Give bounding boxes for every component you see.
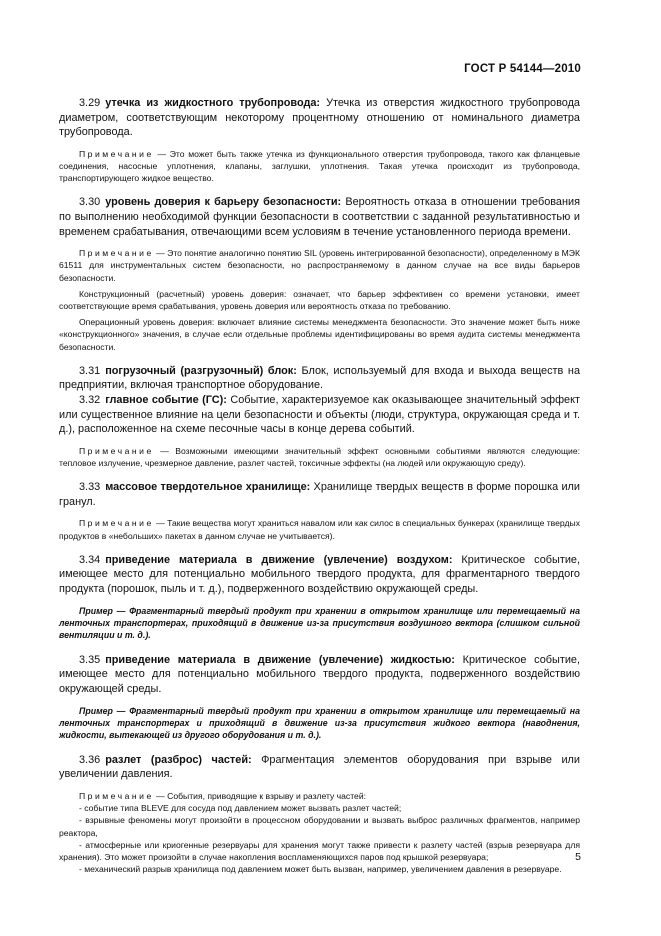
- entry-number: 3.34: [79, 553, 101, 566]
- term-title: массовое твердотельное хранилище:: [105, 481, 311, 494]
- note-label: Примечание: [79, 445, 154, 456]
- term-definition: Критическое событие, имеющее место для потенциально мобильного твердого продукта, для фрагментарного твердого продукта (порошок, пыль и т. д.), подверженного воздействию окружающей среды.: [59, 553, 580, 595]
- note-text: Такие вещества могут храниться навалом или как силос в специальных бункерах (хранилище твердых продуктов в «небольших» пакетах в данном случае не учитывается).: [59, 518, 580, 541]
- example-text: Фрагментарный твердый продукт при хранении в открытом хранилище или перемещаемый на ленточных транспортерах, приходящий в движение из-за присутствия воздушного вектора (слишком сильной вентиляции и т. д.).: [59, 605, 581, 641]
- term-definition: Вероятность отказа в отношении требования по выполнению необходимой функции безопасности в соответствии с заданной результативностью и временем срабатывания, отвечающими всем условиям в течение установленного периода времени.: [59, 196, 580, 238]
- entry-number: 3.33: [79, 481, 101, 494]
- note-label: Примечание: [79, 518, 154, 529]
- note-label: Примечание: [79, 248, 154, 259]
- note-list-item: - механический разрыв хранилища под давлением может быть вызван, например, увеличением давления в резервуаре.: [79, 864, 562, 875]
- term-definition: Фрагментация элементов оборудования при взрыве или увеличении давления.: [59, 753, 580, 781]
- term-entry-3-29: [59, 96, 580, 140]
- note-text: Это может быть также утечка из функционального отверстия трубопровода, такого как фланцевые соединения, насосные уплотнения, клапаны, заглушки, уплотнения. Такая утечка происходит из трубопровода, транспортирующего жидкое вещество.: [59, 148, 580, 184]
- example-label: Пример: [79, 705, 113, 716]
- term-entry-3-35: [59, 653, 580, 697]
- page-content: [59, 96, 580, 875]
- example-3-34: Пример — Фрагментарный твердый продукт при хранении в открытом хранилище или перемещаемый на ленточных транспортерах, приходящий в движение из-за присутствия воздушного вектора (слишком сильной вентиляции и т. д.).: [59, 605, 581, 641]
- term-title: погрузочный (разгрузочный) блок:: [105, 364, 297, 377]
- entry-number: 3.36: [79, 753, 101, 766]
- document-header: ГОСТ Р 54144—2010: [464, 63, 581, 75]
- term-title: утечка из жидкостного трубопровода:: [105, 97, 321, 109]
- note-list-item: - атмосферные или криогенные резервуары для хранения могут также привести к разлету частей (взрыв резервуара для хранения). Это может произойти в случае накопления воспламеняющихся паров под крышкой резервуара;: [59, 839, 580, 862]
- term-definition: Событие, характеризуемое как оказывающее значительный эффект или существенное влияние на цели безопасности и объекты (люди, структура, окружающая среда и т. д.), расположенное на схеме песочные часы в конце дерева событий.: [59, 393, 580, 436]
- note-list-item: - событие типа BLEVE для сосуда под давлением может вызвать разлет частей;: [79, 803, 402, 814]
- term-entry-3-34: [59, 553, 580, 597]
- term-definition: Критическое событие, имеющее место для потенциально мобильного твердого продукта, подверженного воздействию окружающей среды.: [59, 653, 580, 695]
- term-title: уровень доверия к барьеру безопасности:: [105, 196, 342, 209]
- term-entry-3-36: [59, 753, 580, 782]
- note-3-33: Примечание — Такие вещества могут храниться навалом или как силос в специальных бункерах (хранилище твердых продуктов в «небольших» пакетах в данном случае не учитывается).: [59, 518, 580, 541]
- term-title: разлет (разброс) частей:: [105, 753, 252, 766]
- note-label: Примечание: [79, 790, 154, 801]
- term-entry-3-31: [59, 364, 580, 393]
- term-entry-3-32: [59, 393, 580, 437]
- note-list-item: - взрывные феномены могут произойти в процессном оборудовании и вызвать выброс различных фрагментов, например реактора,: [59, 815, 580, 838]
- example-label: Пример: [79, 605, 113, 616]
- term-entry-3-33: [59, 480, 580, 509]
- entry-number: 3.31: [79, 364, 101, 377]
- note-3-32: Примечание — Возможными имеющими значительный эффект основными событиями являются следующие: тепловое излучение, чрезмерное давление, разлет частей, токсичные эффекты (на людей или окружающую среду).: [59, 445, 580, 468]
- note-paragraph: Конструкционный (расчетный) уровень доверия: означает, что барьер эффективен со времени установки, имеет соответствующие время срабатывания, уровень доверия или вероятность отказа по требованию.: [59, 288, 580, 311]
- page-number: 5: [575, 851, 581, 863]
- note-3-29: Примечание — Это может быть также утечка из функционального отверстия трубопровода, такого как фланцевые соединения, насосные уплотнения, клапаны, заглушки, уплотнения. Такая утечка происходит из трубопровода, транспортирующего жидкое вещество.: [59, 148, 580, 184]
- term-title: приведение материала в движение (увлечение) воздухом:: [105, 553, 453, 566]
- term-title: приведение материала в движение (увлечение) жидкостью:: [105, 653, 455, 666]
- note-label: Примечание: [79, 148, 154, 159]
- term-definition: Утечка из отверстия жидкостного трубопровода диаметром, соответствующим некоторому процентному отношению от номинального диаметра трубопровода.: [59, 97, 580, 139]
- note-text: События, приводящие к взрыву и разлету частей:: [167, 790, 367, 801]
- note-paragraph: Операционный уровень доверия: включает влияние системы менеджмента безопасности. Это значение может быть ниже «конструкционного» значения, в случае если отдельные проблемы идентифицированы во время аудита системы менеджмента безопасности.: [59, 317, 580, 352]
- note-3-36: Примечание — События, приводящие к взрыву и разлету частей:: [79, 790, 367, 801]
- term-title: главное событие (ГС):: [105, 393, 227, 406]
- example-3-35: Пример — Фрагментарный твердый продукт при хранении в открытом хранилище или перемещаемый на ленточных транспортерах и приходящий в движение из-за присутствия жидкого вектора (наводнения, жидкости, вытекающей из другого оборудования и т. д.).: [59, 705, 581, 741]
- note-text: Это понятие аналогично понятию SIL (уровень интегрированной безопасности), определенному в МЭК 61511 для инструментальных систем безопасности, но распространяемому в данном случае на все виды барьеров безопасности.: [59, 248, 580, 283]
- entry-number: 3.30: [79, 196, 101, 209]
- entry-number: 3.35: [79, 653, 101, 666]
- term-entry-3-30: [59, 195, 580, 239]
- note-3-30: Примечание — Это понятие аналогично понятию SIL (уровень интегрированной безопасности), определенному в МЭК 61511 для инструментальных систем безопасности, но распространяемому в данном случае на все виды барьеров безопасности.: [59, 248, 580, 283]
- term-definition: Хранилище твердых веществ в форме порошка или гранул.: [59, 481, 580, 508]
- entry-number: 3.32: [79, 393, 101, 406]
- note-text: Возможными имеющими значительный эффект основными событиями являются следующие: тепловое излучение, чрезмерное давление, разлет частей, токсичные эффекты (на людей или окружающую среду).: [59, 445, 580, 468]
- example-text: Фрагментарный твердый продукт при хранении в открытом хранилище или перемещаемый на ленточных транспортерах и приходящий в движение из-за присутствия жидкого вектора (наводнения, жидкости, вытекающей из другого оборудования и т. д.).: [59, 705, 581, 741]
- term-definition: Блок, используемый для входа и выхода веществ на предприятии, включая транспортное оборудование.: [59, 364, 580, 392]
- entry-number: 3.29: [79, 97, 101, 109]
